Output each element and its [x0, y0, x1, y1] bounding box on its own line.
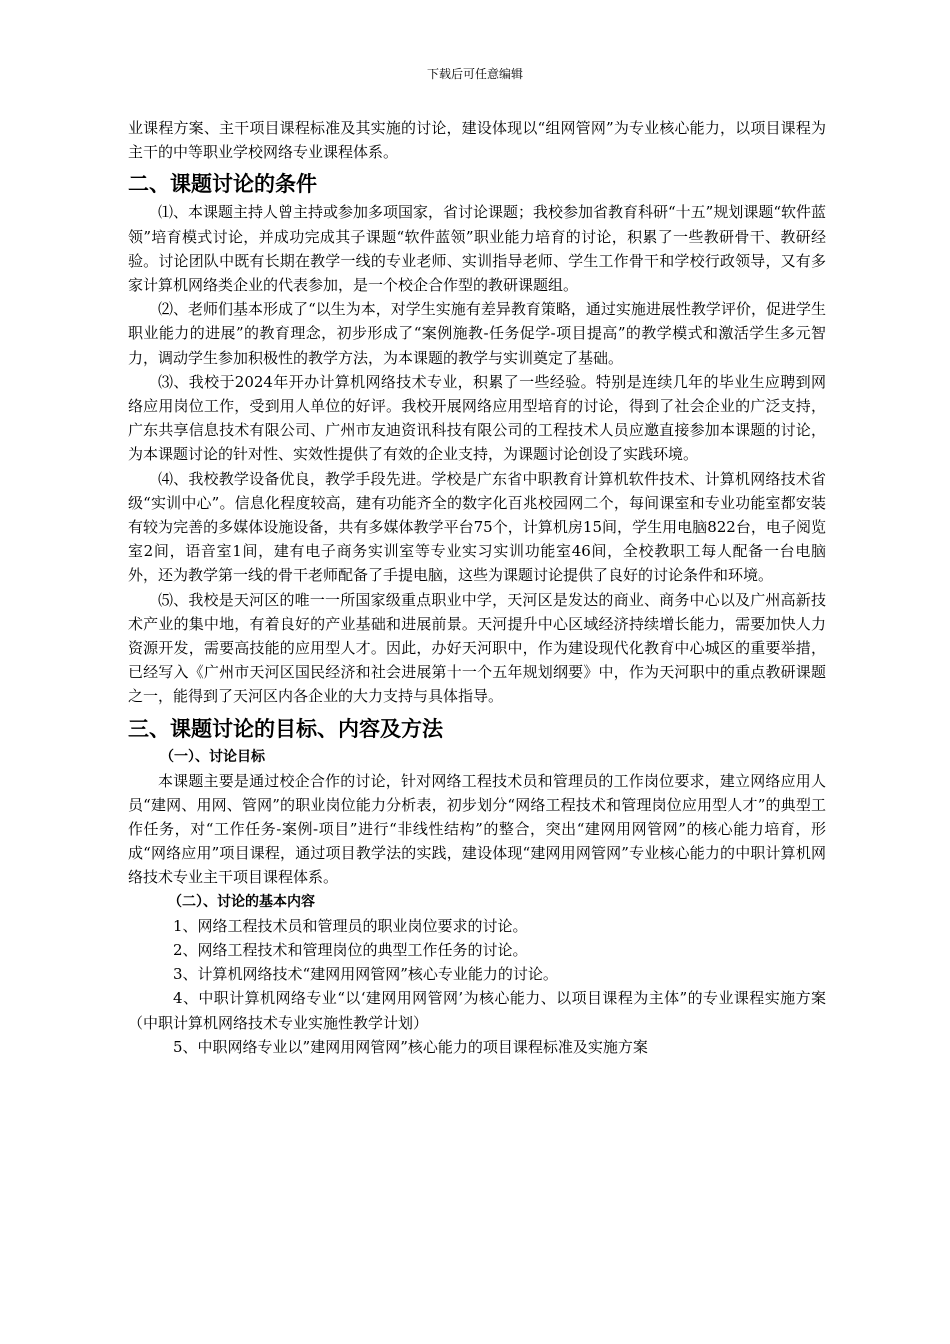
section-2-heading: 二、课题讨论的条件 [128, 172, 317, 197]
page-header: 下载后可任意编辑 [426, 67, 523, 81]
document-body [128, 116, 826, 1059]
section-2-paragraph-3: ⑶、我校于2024年开办计算机网络技术专业，积累了一些经验。特别是连续几年的毕业生应聘到网络应用岗位工作，受到用人单位的好评。我校开展网络应用型培育的讨论，得到了社会企业的广泛支持，广东共享信息技术有限公司、广州市友迪资讯科技有限公司的工程技术人员应邀直接参加本课题的讨论，为本课题讨论的针对性、实效性提供了有效的企业支持，为课题讨论创设了实践环境。 [128, 372, 826, 464]
content-item-5: 5、中职网络专业以”建网用网管网”核心能力的项目课程标准及实施方案 [173, 1037, 648, 1056]
section-3-heading: 三、课题讨论的目标、内容及方法 [128, 716, 443, 741]
content-item-4: 4、中职计算机网络专业“以‘建网用网管网’为核心能力、以项目课程为主体”的专业课程实施方案（中职计算机网络技术专业实施性教学计划） [128, 989, 826, 1032]
intro-paragraph: 业课程方案、主干项目课程标准及其实施的讨论，建设体现以“组网管网”为专业核心能力，以项目课程为主干的中等职业学校网络专业课程体系。 [128, 119, 826, 162]
research-goal-paragraph: 本课题主要是通过校企合作的讨论，针对网络工程技术员和管理员的工作岗位要求，建立网络应用人员“建网、用网、管网”的职业岗位能力分析表，初步划分“网络工程技术和管理岗位应用型人才”的典型工作任务，对“工作任务-案例-项目”进行“非线性结构”的整合，突出“建网用网管网”的核心能力培育，形成“网络应用”项目课程，通过项目教学法的实践，建设体现“建网用网管网”专业核心能力的中职计算机网络技术专业主干项目课程体系。 [128, 771, 826, 887]
research-content-heading: （二）、讨论的基本内容 [168, 893, 315, 910]
section-2-paragraph-4: ⑷、我校教学设备优良，教学手段先进。学校是广东省中职教育计算机软件技术、计算机网络技术省级“实训中心”。信息化程度较高，建有功能齐全的数字化百兆校园网二个，每间课室和专业功能室都安装有较为完善的多媒体设施设备，共有多媒体教学平台75个，计算机房15间，学生用电脑822台，电子阅览室2间，语音室1间，建有电子商务实训室等专业实习实训功能室46间，全校教职工每人配备一台电脑外，还为教学第一线的骨干老师配备了手提电脑，这些为课题讨论提供了良好的讨论条件和环境。 [128, 469, 826, 585]
content-item-3: 3、计算机网络技术“建网用网管网”核心专业能力的讨论。 [173, 965, 558, 984]
research-goal-heading: （一）、讨论目标 [160, 748, 265, 765]
section-2-paragraph-2: ⑵、老师们基本形成了“以生为本，对学生实施有差异教育策略，通过实施进展性教学评价，促进学生职业能力的进展”的教育理念，初步形成了“案例施教-任务促学-项目提高”的教学模式和激活学生多元智力，调动学生参加积极性的教学方法，为本课题的教学与实训奠定了基础。 [128, 300, 826, 367]
content-item-2: 2、网络工程技术和管理岗位的典型工作任务的讨论。 [173, 940, 528, 959]
section-2-paragraph-5: ⑸、我校是天河区的唯一一所国家级重点职业中学，天河区是发达的商业、商务中心以及广州高新技术产业的集中地，有着良好的产业基础和进展前景。天河提升中心区域经济持续增长能力，需要加快人力资源开发，需要高技能的应用型人才。因此，办好天河职中，作为建设现代化教育中心城区的重要举措，已经写入《广州市天河区国民经济和社会进展第十一个五年规划纲要》中，作为天河职中的重点教研课题之一，能得到了天河区内各企业的大力支持与具体指导。 [128, 590, 826, 706]
section-2-paragraph-1: ⑴、本课题主持人曾主持或参加多项国家，省讨论课题；我校参加省教育科研“十五”规划课题“软件蓝领”培育模式讨论，并成功完成其子课题“软件蓝领”职业能力培育的讨论，积累了一些教研骨干、教研经验。讨论团队中既有长期在教学一线的专业老师、实训指导老师、学生工作骨干和学校行政领导，又有多家计算机网络类企业的代表参加，是一个校企合作型的教研课题组。 [128, 203, 827, 295]
content-item-1: 1、网络工程技术员和管理员的职业岗位要求的讨论。 [173, 916, 528, 935]
